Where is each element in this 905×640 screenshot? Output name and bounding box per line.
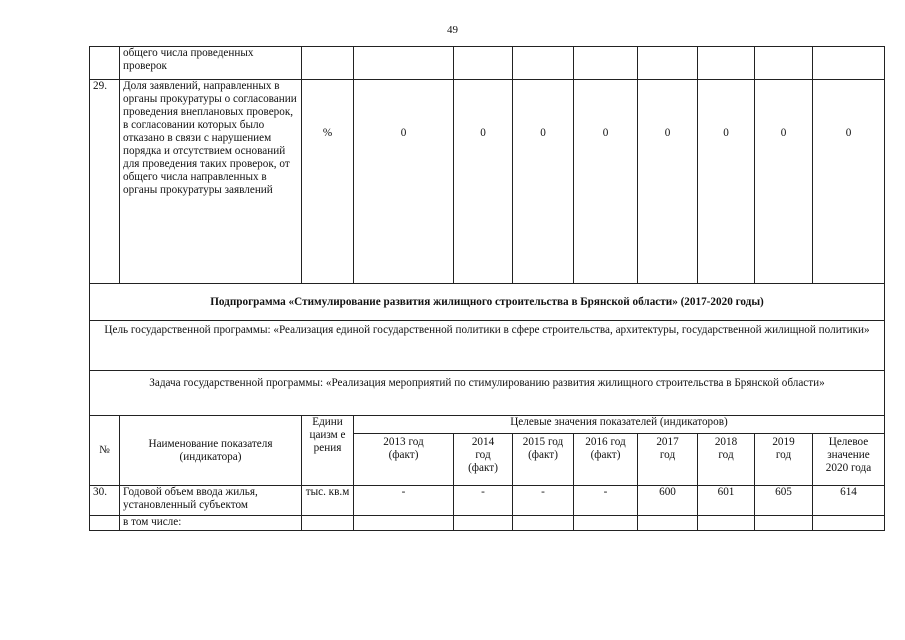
col-header-year: Целевое значение 2020 года — [813, 434, 885, 486]
col-header-year: 2018 год — [698, 434, 755, 486]
value-cell: 0 — [698, 80, 755, 284]
col-header-year: 2017 год — [638, 434, 698, 486]
page-number: 49 — [447, 24, 458, 36]
col-header-year: 2016 год (факт) — [574, 434, 638, 486]
col-header-year: 2014 год (факт) — [454, 434, 513, 486]
indicator-name: общего числа проведенных проверок — [120, 47, 302, 80]
col-header-name: Наименование показателя (индикатора) — [120, 416, 302, 486]
program-task: Задача государственной программы: «Реализация мероприятий по стимулированию развития жилищного строительства в Брянской области» — [90, 371, 885, 416]
unit: % — [302, 80, 354, 284]
table-row — [90, 516, 885, 531]
cell-num — [90, 47, 120, 80]
col-header-year: 2013 год (факт) — [354, 434, 454, 486]
indicator-name: Годовой объем ввода жилья, установленный субъектом — [120, 486, 302, 516]
value-cell: 0 — [574, 80, 638, 284]
col-header-year: 2015 год (факт) — [513, 434, 574, 486]
value-cell: 0 — [513, 80, 574, 284]
row-number: 30. — [90, 486, 120, 516]
table-row — [90, 80, 885, 284]
indicator-name: Доля заявлений, направленных в органы прокуратуры о согласовании проведения внеплановых проверок, в согласовании которых было отказано в связи с нарушением порядка и отсутствием оснований для проведения таких проверок, от общего числа направленных в органы прокуратуры заявлений — [120, 80, 302, 284]
value-cell: 0 — [813, 80, 885, 284]
col-header-year: 2019 год — [755, 434, 813, 486]
value-cell: 600 — [638, 486, 698, 516]
continuation-row — [90, 47, 885, 80]
table-header-row — [90, 416, 885, 434]
value-cell: - — [513, 486, 574, 516]
indicator-name: в том числе: — [120, 516, 302, 531]
value-cell: 614 — [813, 486, 885, 516]
col-header-num: № — [90, 416, 120, 486]
table-row — [90, 486, 885, 516]
value-cell: 0 — [454, 80, 513, 284]
value-cell: - — [574, 486, 638, 516]
value-cell: 605 — [755, 486, 813, 516]
value-cell: - — [454, 486, 513, 516]
unit: тыс. кв.м — [302, 486, 354, 516]
indicators-table — [89, 46, 885, 531]
value-cell: 0 — [354, 80, 454, 284]
program-goal: Цель государственной программы: «Реализация единой государственной политики в сфере строительства, архитектуры, государственной жилищной политики» — [90, 321, 885, 371]
subprogram-title: Подпрограмма «Стимулирование развития жилищного строительства в Брянской области» (2017-2020 годы) — [90, 284, 885, 321]
value-cell: - — [354, 486, 454, 516]
col-header-unit: Едини цаизм е рения — [302, 416, 354, 486]
col-header-targets: Целевые значения показателей (индикаторов) — [354, 416, 885, 434]
row-number: 29. — [90, 80, 120, 284]
value-cell: 0 — [638, 80, 698, 284]
value-cell: 0 — [755, 80, 813, 284]
value-cell: 601 — [698, 486, 755, 516]
